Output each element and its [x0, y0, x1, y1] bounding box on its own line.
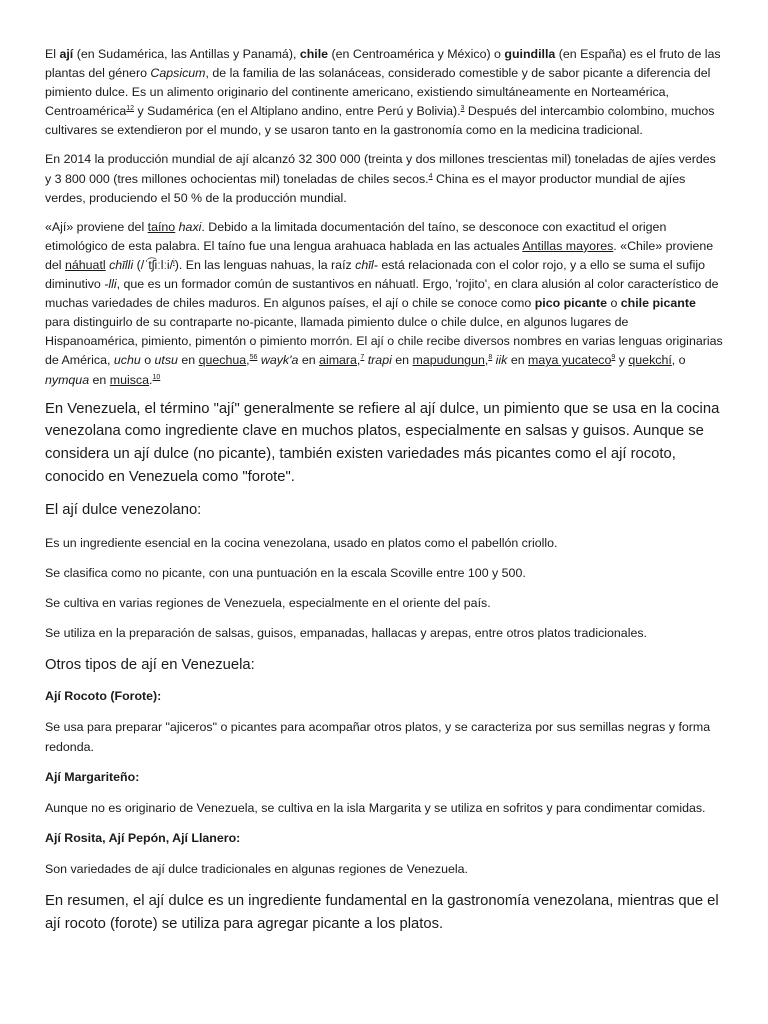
text: . «Chile» proviene del — [45, 238, 714, 272]
link-maya-yucateco[interactable]: maya yucateco — [528, 353, 612, 368]
subheading-aji-rocoto: Ají Rocoto (Forote): — [45, 688, 162, 703]
venezuela-paragraph: En Venezuela, el término "ají" generalmente se refiere al ají dulce, un pimiento que se usa en la cocina venezolana como ingrediente clave en muchos platos, especialmente en salsas y guisos. Aunque se considera un ají dulce (no picante), también existen variedades más picantes como el ají rocoto, conocido en Venezuela como "forote". — [45, 400, 720, 485]
list-item: Se utiliza en la preparación de salsas, guisos, empanadas, hallacas y arepas, entre otros platos tradicionales. — [45, 625, 647, 640]
text: , — [246, 353, 250, 368]
term-lli: -lli — [104, 277, 117, 292]
text: en — [177, 353, 199, 368]
link-aimara[interactable]: aimara — [319, 353, 357, 368]
term-utsu: utsu — [154, 353, 178, 368]
production-paragraph — [45, 150, 723, 207]
text: , — [356, 353, 361, 368]
term-iik: iik — [495, 353, 508, 368]
link-nahuatl[interactable]: náhuatl — [64, 257, 106, 272]
term-capsicum: Capsicum — [150, 66, 206, 81]
citation-ref[interactable]: 4 — [428, 172, 433, 180]
citation-ref[interactable]: 3 — [460, 105, 465, 113]
text: ). En las lenguas nahuas, la raíz — [174, 257, 356, 272]
subheading-aji-rosita-pepon-llanero: Ají Rosita, Ají Pepón, Ají Llanero: — [45, 830, 241, 845]
term-uchu: uchu — [113, 353, 141, 368]
term-guindilla: guindilla — [504, 47, 556, 61]
link-mapudungun[interactable]: mapudungun — [412, 353, 485, 368]
text: El — [45, 47, 60, 61]
text: en — [507, 353, 529, 368]
list-item: Se clasifica como no picante, con una puntuación en la escala Scoville entre 100 y 500. — [45, 565, 526, 580]
list-item: Es un ingrediente esencial en la cocina venezolana, usado en platos como el pabellón criollo. — [45, 535, 558, 550]
section-heading-aji-dulce: El ají dulce venezolano: — [45, 501, 202, 518]
term-chile: chile — [299, 47, 329, 61]
text: para distinguirlo de su contraparte no-picante, llamada pimiento dulce o chile dulce, en algunos lugares de Hispanoamérica, pimiento, pimentón o pimiento morrón. El ají o chile recibe diversos nombres en varias lenguas originarias de América, — [45, 315, 723, 368]
link-quekchi[interactable]: quekchí — [628, 353, 672, 368]
text: «Ají» proviene del — [45, 219, 148, 234]
citation-ref[interactable]: 7 — [360, 354, 365, 362]
intro-paragraph — [45, 45, 723, 140]
text: y — [615, 353, 629, 368]
term-haxi: haxi — [178, 219, 202, 234]
text: . Debido a la limitada documentación del taíno, se desconoce con exactitud el origen etimológico de esta palabra. El taíno fue una lengua arahuaca hablada en las actuales — [45, 219, 667, 253]
text: (/ˈt͡ʃiːlːi/ — [133, 257, 174, 272]
term-chilli: chīlli — [109, 257, 134, 272]
term-nymqua: nymqua — [45, 372, 90, 387]
term-aji: ají — [59, 47, 74, 61]
link-antillas-mayores[interactable]: Antillas mayores — [522, 238, 614, 253]
text: . — [149, 372, 153, 387]
text: China es el mayor productor mundial de ajíes verdes, produciendo el 50 % de la producción mundial. — [45, 171, 686, 205]
citation-ref[interactable]: 8 — [488, 354, 493, 362]
text: o — [607, 296, 621, 311]
citation-ref[interactable]: 9 — [611, 354, 616, 362]
citation-ref[interactable]: 10 — [152, 373, 161, 381]
citation-ref[interactable]: 56 — [249, 354, 258, 362]
link-muisca[interactable]: muisca — [109, 372, 150, 387]
text: en — [89, 372, 110, 387]
list-item: Se cultiva en varias regiones de Venezuela, especialmente en el oriente del país. — [45, 595, 491, 610]
link-taino[interactable]: taíno — [147, 219, 176, 234]
description-aji-rosita-pepon-llanero: Son variedades de ají dulce tradicionales en algunas regiones de Venezuela. — [45, 861, 468, 876]
text: , — [484, 353, 489, 368]
etymology-paragraph — [45, 218, 723, 390]
description-aji-rocoto: Se usa para preparar "ajiceros" o picantes para acompañar otros platos, y se caracteriza por sus semillas negras y forma redonda. — [45, 719, 711, 754]
text: , que es un formador común de sustantivos en náhuatl. Ergo, 'rojito', en clara alusión al color característico de muchas variedades de chiles maduros. En algunos países, el ají o chile se conoce como — [45, 277, 719, 311]
term-pico-picante: pico picante — [534, 296, 607, 311]
text: está relacionada con el color rojo, y a ello se suma el sufijo diminutivo — [45, 257, 706, 292]
summary-paragraph: En resumen, el ají dulce es un ingrediente fundamental en la gastronomía venezolana, mientras que el ají rocoto (forote) se utiliza para agregar picante a los platos. — [45, 892, 719, 932]
text: Después del intercambio colombino, muchos cultivares se extendieron por el mundo, y se usaron tanto en la gastronomía como en la medicina tradicional. — [45, 104, 715, 138]
text: , de la familia de las solanáceas, considerado comestible y de sabor picante a diferencia del pimiento dulce. Es un alimento originario del continente americano, existiendo simultáneamente en Norteamérica, Centroamérica — [45, 66, 711, 119]
term-wayka: wayk'a — [260, 353, 299, 368]
text: , o — [671, 353, 686, 368]
description-aji-margariteno: Aunque no es originario de Venezuela, se cultiva en la isla Margarita y se utiliza en sofritos y para condimentar comidas. — [45, 800, 706, 815]
citation-ref[interactable]: 12 — [126, 105, 135, 113]
term-trapi: trapi — [367, 353, 392, 368]
text: (en Centroamérica y México) o — [328, 47, 505, 61]
text: (en España) es el fruto de las plantas del género — [45, 47, 721, 81]
term-chil: chīl- — [355, 257, 378, 272]
text: en — [298, 353, 320, 368]
subheading-aji-margariteno: Ají Margariteño: — [45, 769, 140, 784]
text: o — [140, 353, 155, 368]
section-heading-otros-tipos: Otros tipos de ají en Venezuela: — [45, 656, 255, 673]
term-chile-picante: chile picante — [620, 296, 696, 311]
ipa-help-ref[interactable]: i — [173, 258, 175, 266]
link-quechua[interactable]: quechua — [198, 353, 247, 368]
text: (en Sudamérica, las Antillas y Panamá), — [73, 47, 300, 61]
text: y Sudamérica (en el Altiplano andino, entre Perú y Bolivia). — [134, 104, 461, 119]
text: En 2014 la producción mundial de ají alcanzó 32 300 000 (treinta y dos millones trescientas mil) toneladas de ajíes verdes y 3 800 000 (tres millones ochocientas mil) toneladas de chiles secos. — [45, 152, 716, 186]
text: en — [391, 353, 413, 368]
